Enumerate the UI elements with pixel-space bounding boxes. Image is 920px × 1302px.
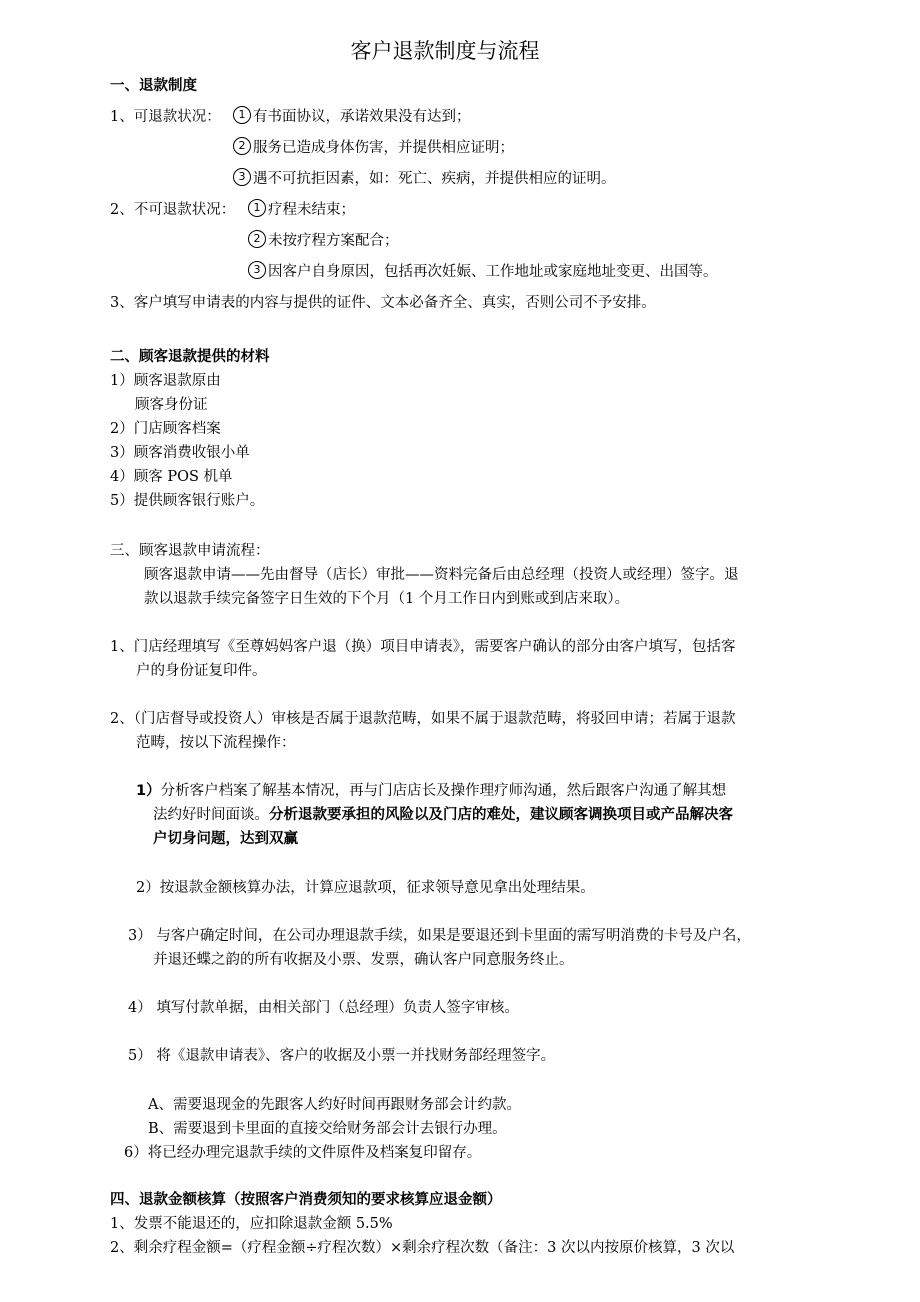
substep-3-line-2: 并退还蝶之韵的所有收据及小票、发票，确认客户同意服务终止。 [153, 952, 574, 968]
refundable-label: 1、可退款状况： [110, 109, 221, 125]
step-2-line-2: 范畴，按以下流程操作： [136, 735, 296, 751]
substep-3-line-1: 3） 与客户确定时间，在公司办理退款手续，如果是要退还到卡里面的需写明消费的卡号及户名， [128, 928, 751, 944]
circled-number-1: 1 [248, 199, 266, 217]
substep-1-line-1: 1）分析客户档案了解基本情况，再与门店店长及操作理疗师沟通，然后跟客户沟通了解其想 [136, 783, 727, 799]
step-2-line-1: 2、（门店督导或投资人）审核是否属于退款范畴，如果不属于退款范畴，将驳回申请；若属于退款 [110, 711, 736, 727]
document-title: 客户退款制度与流程 [350, 39, 540, 63]
refundable-item-2: 2 服务已造成身体伤害，并提供相应证明； [233, 137, 514, 157]
substep-5: 5） 将《退款申请表》、客户的收据及小票一并找财务部经理签字。 [128, 1048, 556, 1064]
flow-line-2: 款以退款手续完备签字日生效的下个月（1 个月工作日内到账或到店来取）。 [144, 591, 630, 607]
substep-1-number: 1） [136, 783, 161, 799]
section-1-heading: 一、退款制度 [110, 78, 197, 94]
refundable-item-1: 1 有书面协议，承诺效果没有达到； [233, 106, 471, 126]
substep-b: B、需要退到卡里面的直接交给财务部会计去银行办理。 [148, 1121, 507, 1137]
circled-number-2: 2 [233, 137, 251, 155]
substep-6: 6）将已经办理完退款手续的文件原件及档案复印留存。 [124, 1145, 482, 1161]
nonrefundable-label: 2、不可退款状况： [110, 202, 236, 218]
circled-number-3: 3 [233, 168, 251, 186]
nonrefundable-item-1: 1 疗程未结束； [248, 199, 355, 219]
material-item: 3）顾客消费收银小单 [110, 445, 250, 461]
substep-a: A、需要退现金的先跟客人约好时间再跟财务部会计约款。 [148, 1097, 521, 1113]
material-item: 2）门店顾客档案 [110, 421, 221, 437]
step-1-line-2: 户的身份证复印件。 [136, 663, 267, 679]
material-item: 5）提供顾客银行账户。 [110, 493, 265, 509]
substep-1-line-3: 户切身问题，达到双赢 [153, 831, 298, 847]
section-4-heading: 四、退款金额核算（按照客户消费须知的要求核算应退金额） [110, 1192, 502, 1208]
material-item: 4）顾客 POS 机单 [110, 469, 233, 485]
circled-number-3: 3 [248, 261, 266, 279]
substep-4: 4） 填写付款单据，由相关部门（总经理）负责人签字审核。 [128, 1000, 519, 1016]
step-1-line-1: 1、门店经理填写《至尊妈妈客户退（换）项目申请表》，需要客户确认的部分由客户填写，包括客 [110, 639, 736, 655]
section-4-item-1: 1、发票不能退还的，应扣除退款金额 5.5% [110, 1216, 393, 1232]
flow-line-1: 顾客退款申请——先由督导（店长）审批——资料完备后由总经理（投资人或经理）签字。退 [144, 567, 739, 583]
substep-2: 2）按退款金额核算办法，计算应退款项，征求领导意见拿出处理结果。 [136, 880, 595, 896]
section-1-item-3: 3、客户填写申请表的内容与提供的证件、文本必备齐全、真实，否则公司不予安排。 [110, 295, 656, 311]
substep-1-line-2: 法约好时间面谈。分析退款要承担的风险以及门店的难处，建议顾客调换项目或产品解决客 [153, 807, 733, 823]
circled-number-1: 1 [233, 106, 251, 124]
circled-number-2: 2 [248, 230, 266, 248]
section-3-heading: 三、顾客退款申请流程： [110, 543, 270, 559]
nonrefundable-item-2: 2 未按疗程方案配合； [248, 230, 399, 250]
material-item: 1）顾客退款原由 [110, 373, 221, 389]
material-item: 顾客身份证 [135, 397, 208, 413]
refundable-item-3: 3 遇不可抗拒因素，如：死亡、疾病，并提供相应的证明。 [233, 168, 616, 188]
section-4-item-2: 2、剩余疗程金额=（疗程金额÷疗程次数）×剩余疗程次数（备注：3 次以内按原价核算，3 次以 [110, 1240, 735, 1256]
section-2-heading: 二、顾客退款提供的材料 [110, 349, 270, 365]
nonrefundable-item-3: 3 因客户自身原因，包括再次妊娠、工作地址或家庭地址变更、出国等。 [248, 261, 718, 281]
